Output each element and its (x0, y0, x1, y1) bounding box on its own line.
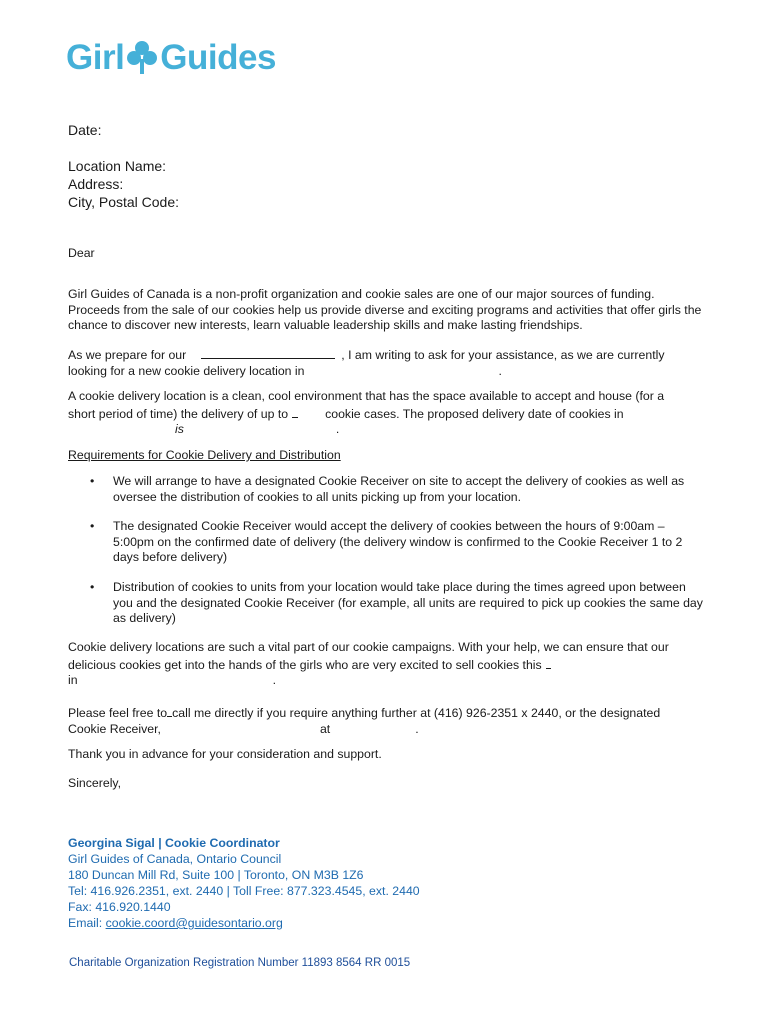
requirement-item-2: • The designated Cookie Receiver would accept the delivery of cookies between the hours of 9:00am – 5:00pm on the confirmed date of delivery (the delivery window is confirmed to the Cookie Receiver 1 to 2 days before delivery) (68, 519, 706, 566)
signature-org: Girl Guides of Canada, Ontario Council (68, 852, 282, 866)
requirements-list-3 (68, 580, 706, 627)
delivery-paragraph (68, 389, 708, 438)
requirements-list-2 (68, 519, 706, 566)
para4-line2: delicious cookies get into the hands of the girls who are very excited to sell cookies this (68, 657, 542, 672)
signature-address: 180 Duncan Mill Rd, Suite 100 | Toronto, ON M3B 1Z6 (68, 868, 364, 882)
closing: Sincerely, (68, 776, 122, 790)
contact-paragraph (68, 704, 718, 737)
signature-tel: Tel: 416.926.2351, ext. 2440 | Toll Free: 877.323.4545, ext. 2440 (68, 884, 420, 898)
para2-text-1: As we prepare for our (68, 348, 187, 362)
signature-block (68, 835, 588, 931)
para3-line2b: cookie cases. The proposed delivery date of cookies in (325, 406, 624, 421)
requirements-list (68, 474, 706, 505)
para2-text-2: , I am writing to ask for your assistance, as we are currently (341, 348, 665, 362)
para2-end: . (498, 363, 502, 378)
trefoil-icon (126, 39, 158, 75)
para2-text-3: looking for a new cookie delivery location in (68, 363, 305, 378)
para3-line3a: is (175, 422, 184, 436)
charity-registration-footer: Charitable Organization Registration Number 11893 8564 RR 0015 (69, 957, 411, 969)
para4-line1: Cookie delivery locations are such a vital part of our cookie campaigns. With your help, we can ensure that our (68, 640, 669, 654)
requirements-heading: Requirements for Cookie Delivery and Distribution (68, 448, 341, 462)
para3-line3b: . (335, 422, 340, 436)
date-label: Date: (68, 122, 102, 138)
para3-line2a: short period of time) the delivery of up to (68, 406, 289, 421)
campaign-blank[interactable] (201, 346, 335, 359)
requirement-item-3: • Distribution of cookies to units from your location would take place during the times agreed upon between you and the designated Cookie Receiver (for example, all units are required to pick up cookies the same day as delivery) (68, 580, 706, 627)
salutation: Dear (68, 246, 95, 260)
para5-line1b: call me directly if you require anything further at (416) 926-2351 x 2440, or the designated (172, 706, 661, 720)
signature-email-label: Email: (68, 916, 106, 930)
para3-line1: A cookie delivery location is a clean, cool environment that has the space available to accept and house (for a (68, 389, 665, 403)
para5-line2b: at (319, 721, 331, 736)
girl-guides-logo (66, 38, 276, 78)
para4-line3a: in (68, 673, 78, 687)
city-postal-label: City, Postal Code: (68, 194, 180, 210)
para5-line2a: Cookie Receiver, (68, 721, 161, 736)
signature-email-row (68, 915, 588, 931)
signature-name-title: Georgina Sigal | Cookie Coordinator (68, 836, 280, 850)
signature-fax: Fax: 416.920.1440 (68, 900, 171, 914)
address-label: Address: (68, 176, 124, 192)
request-paragraph (68, 346, 708, 379)
para5-line2c: . (415, 721, 419, 736)
requirement-item-1: • We will arrange to have a designated Cookie Receiver on site to accept the delivery of cookies as well as oversee the distribution of cookies to all units picking up from your location. (68, 474, 706, 505)
para4-line3b: . (272, 673, 276, 687)
email-link[interactable]: cookie.coord@guidesontario.org (105, 916, 283, 930)
vital-paragraph (68, 640, 718, 689)
logo-text-girl: Girl (66, 38, 125, 77)
para5-line1a: Please feel free to (68, 706, 168, 720)
intro-paragraph: Girl Guides of Canada is a non-profit organization and cookie sales are one of our major sources of funding. Proceeds from the sale of our cookies help us provide diverse and exciting programs and activities that offer girls the chance to discover new interests, learn valuable leadership skills and make lasting friendships. (68, 287, 702, 332)
logo-text-guides: Guides (160, 38, 276, 77)
thanks-line: Thank you in advance for your consideration and support. (68, 747, 382, 761)
season-blank[interactable] (546, 656, 551, 669)
location-name-label: Location Name: (68, 158, 167, 174)
cases-blank[interactable] (292, 405, 298, 418)
